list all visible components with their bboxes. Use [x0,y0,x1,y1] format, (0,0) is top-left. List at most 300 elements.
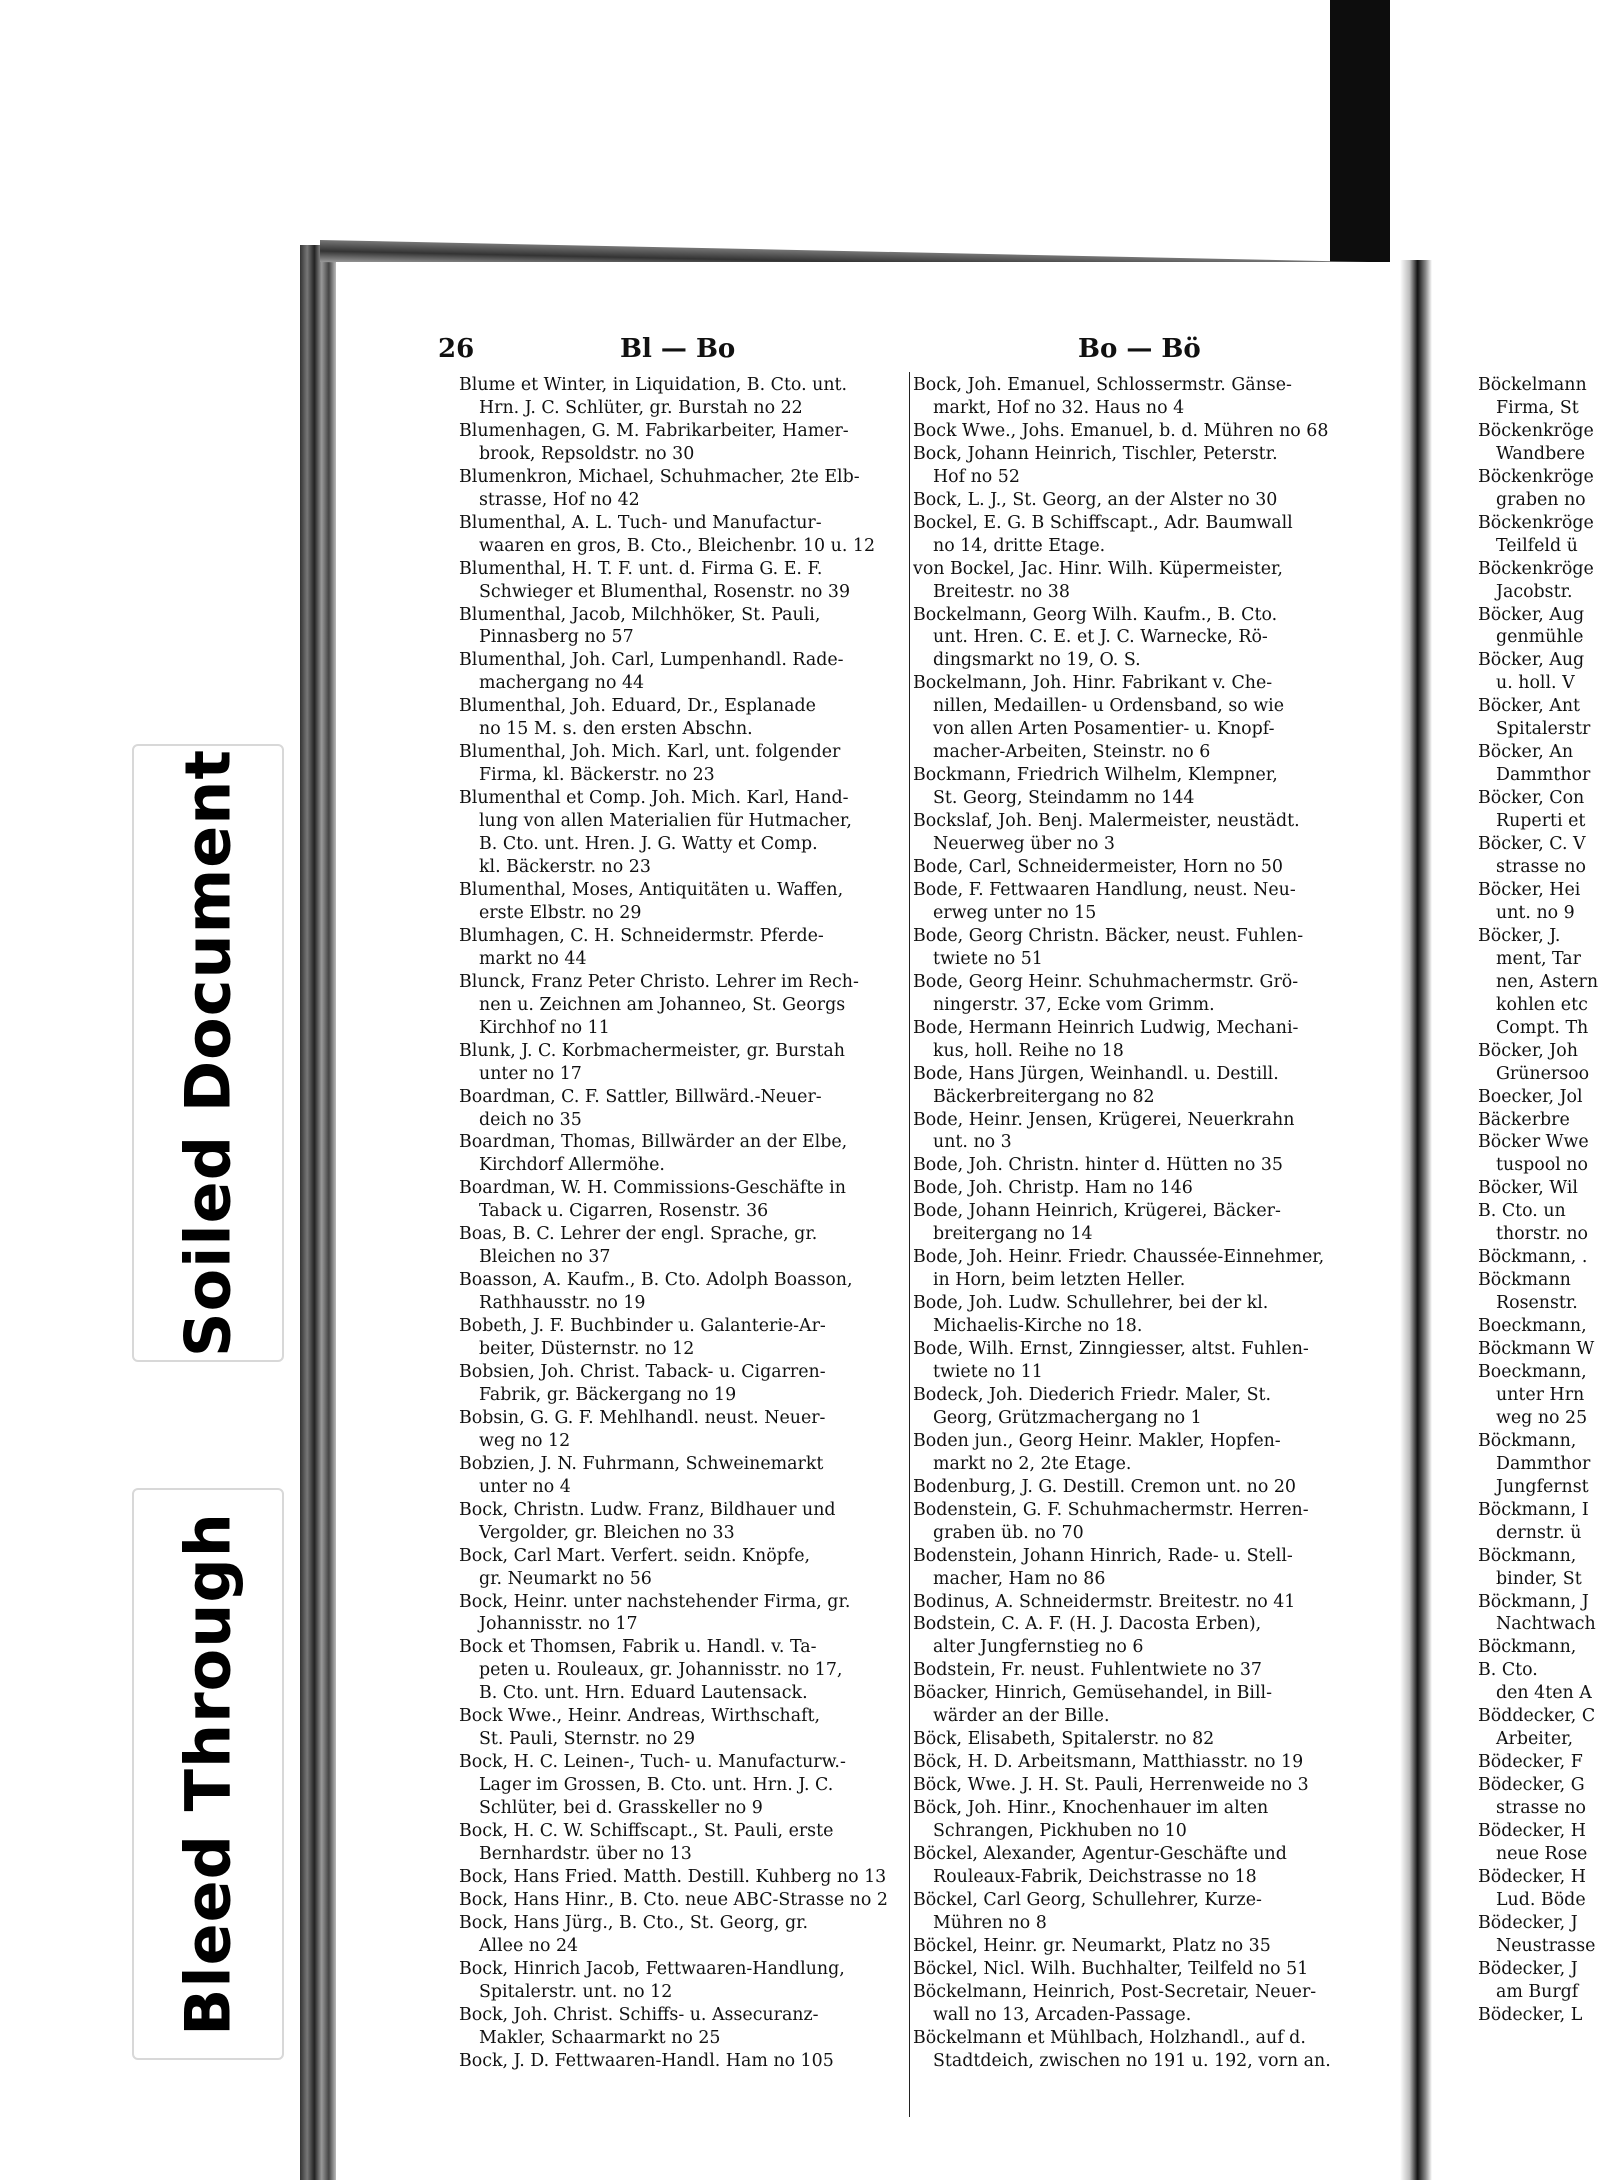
entry-continuation-line: ningerstr. 37, Ecke vom Grimm. [933,994,1215,1015]
entry-continuation-line: Lager im Grossen, B. Cto. unt. Hrn. J. C. [479,1775,834,1796]
entry-name-line: Boardman, C. F. Sattler, Billwärd.-Neuer- [459,1086,822,1107]
entry-continuation-line: Makler, Schaarmarkt no 25 [479,2027,721,2048]
entry-name-line: Bock, Carl Mart. Verfert. seidn. Knöpfe, [459,1545,811,1566]
directory-entry [459,1315,909,1361]
facing-page-line: Böcker, Wil [1478,1178,1578,1199]
facing-page-line: Bödecker, F [1478,1752,1583,1773]
directory-entry [913,374,1360,420]
directory-entry [459,1545,909,1591]
entry-name-line: Bock, Hans Jürg., B. Cto., St. Georg, gr. [459,1912,809,1933]
entry-continuation-line: Stadtdeich, zwischen no 191 u. 192, vorn an. [933,2050,1331,2071]
directory-entry [913,420,1360,443]
directory-entry [459,741,909,787]
entry-continuation-line: peten u. Rouleaux, gr. Johannisstr. no 17, [479,1660,843,1681]
directory-entry [913,1843,1360,1889]
entry-name-line: Bobzien, J. N. Fuhrmann, Schweinemarkt [459,1453,824,1474]
facing-page-line: B. Cto. un [1478,1201,1566,1222]
entry-continuation-line: Rouleaux-Fabrik, Deichstrasse no 18 [933,1866,1257,1887]
facing-page-line: neue Rose [1496,1844,1588,1864]
entry-continuation-line: wall no 13, Arcaden-Passage. [933,2004,1192,2025]
facing-page-line: unter Hrn [1496,1384,1585,1405]
entry-continuation-line: nen u. Zeichnen am Johanneo, St. Georgs [479,994,846,1015]
entry-continuation-line: Michaelis-Kirche no 18. [933,1316,1143,1337]
facing-page-line: Compt. Th [1496,1017,1589,1038]
bleed-through-label: Bleed Through [171,1512,245,2036]
entry-continuation-line: Kirchdorf Allermöhe. [479,1155,665,1176]
directory-entry [913,1476,1360,1499]
directory-entry [913,1981,1360,2027]
entry-name-line: Boardman, W. H. Commissions-Geschäfte in [459,1178,846,1199]
directory-entry [459,1407,909,1453]
facing-page-line: binder, St [1496,1568,1582,1589]
entry-continuation-line: St. Georg, Steindamm no 144 [933,788,1195,809]
facing-page-line: Böckmann, [1478,1430,1577,1451]
facing-page-line: Böckmann, [1478,1637,1577,1658]
entry-name-line: Bode, Joh. Christn. hinter d. Hütten no 35 [913,1155,1283,1176]
facing-page-line: Grünersoo [1496,1063,1590,1084]
entry-continuation-line: wärder an der Bille. [933,1706,1110,1727]
facing-page-line: unt. no 9 [1496,902,1575,923]
entry-name-line: Bock Wwe., Heinr. Andreas, Wirthschaft, [459,1706,821,1727]
entry-continuation-line: Hrn. J. C. Schlüter, gr. Burstah no 22 [479,397,803,418]
entry-continuation-line: Georg, Grützmachergang no 1 [933,1407,1202,1428]
facing-page-line: graben no [1496,489,1586,510]
directory-entry [913,764,1360,810]
entry-continuation-line: markt no 2, 2te Etage. [933,1453,1132,1474]
entry-name-line: Blumenthal, A. L. Tuch- und Manufactur- [459,512,822,533]
entry-name-line: Boden jun., Georg Heinr. Makler, Hopfen- [913,1430,1281,1451]
entry-name-line: Bobeth, J. F. Buchbinder u. Galanterie-Ar- [459,1316,826,1337]
page-header-left: Bl — Bo [620,334,736,364]
facing-page-line: genmühle [1496,627,1584,648]
entry-name-line: Bode, Heinr. Jensen, Krügerei, Neuerkrahn [913,1109,1295,1130]
page-number: 26 [438,334,475,364]
bleed-through-tab [132,1488,284,2060]
entry-continuation-line: lung von allen Materialien für Hutmacher, [479,811,852,832]
directory-entry [913,1935,1360,1958]
entry-continuation-line: Bleichen no 37 [479,1247,611,1268]
directory-entry [913,1545,1360,1591]
entry-continuation-line: unt. no 3 [933,1132,1012,1153]
facing-page-line: B. Cto. [1478,1660,1538,1681]
directory-entry [459,1912,909,1958]
facing-page-line: Bödecker, G [1478,1775,1585,1796]
directory-entry [913,1017,1360,1063]
facing-page-line: Böcker, Con [1478,788,1585,809]
entry-name-line: Bodinus, A. Schneidermstr. Breitestr. no 41 [913,1591,1296,1612]
entry-name-line: Bode, Hans Jürgen, Weinhandl. u. Destill. [913,1063,1279,1084]
directory-entry [459,1636,909,1705]
entry-name-line: Bock, J. D. Fettwaaren-Handl. Ham no 105 [459,2050,834,2071]
entry-name-line: Blume et Winter, in Liquidation, B. Cto. unt. [459,375,848,395]
entry-continuation-line: Vergolder, gr. Bleichen no 33 [479,1522,735,1543]
directory-entry [459,1269,909,1315]
entry-name-line: Bock, Johann Heinrich, Tischler, Peterstr. [913,443,1278,464]
entry-name-line: Blumenhagen, G. M. Fabrikarbeiter, Hamer- [459,420,849,441]
entry-continuation-line: unter no 17 [479,1063,582,1084]
directory-entry [459,1040,909,1086]
directory-entry [459,1223,909,1269]
entry-continuation-line: B. Cto. unt. Hren. J. G. Watty et Comp. [479,834,818,855]
entry-name-line: Bock, Heinr. unter nachstehender Firma, gr. [459,1591,851,1612]
directory-entry [913,1797,1360,1843]
entry-continuation-line: deich no 35 [479,1109,582,1130]
entry-name-line: Bock, Christn. Ludw. Franz, Bildhauer und [459,1499,836,1520]
directory-entry [913,1338,1360,1384]
entry-name-line: Bodstein, Fr. neust. Fuhlentwiete no 37 [913,1660,1262,1681]
entry-name-line: von Bockel, Jac. Hinr. Wilh. Küpermeister, [913,558,1283,579]
book-spine-edge [300,245,336,2180]
entry-name-line: Boardman, Thomas, Billwärder an der Elbe, [459,1132,848,1153]
directory-entry [459,374,909,420]
directory-entry [913,1154,1360,1177]
directory-entry [913,1591,1360,1614]
directory-entry [459,512,909,558]
entry-continuation-line: Schlüter, bei d. Grasskeller no 9 [479,1798,763,1819]
entry-name-line: Bodstein, C. A. F. (H. J. Dacosta Erben), [913,1614,1262,1635]
directory-entry [913,1499,1360,1545]
directory-entry [913,879,1360,925]
entry-name-line: Bockel, E. G. B Schiffscapt., Adr. Baumwall [913,512,1293,533]
directory-entry [459,1820,909,1866]
entry-continuation-line: Pinnasberg no 57 [479,627,634,648]
entry-name-line: Bobsin, G. G. F. Mehlhandl. neust. Neuer- [459,1407,826,1428]
entry-name-line: Bode, Joh. Heinr. Friedr. Chaussée-Einnehmer, [913,1247,1325,1268]
directory-entry [459,1499,909,1545]
directory-entry [913,1177,1360,1200]
entry-continuation-line: kl. Bäckerstr. no 23 [479,857,651,878]
directory-entry [913,1889,1360,1935]
facing-page-line: Jacobstr. [1496,581,1573,602]
entry-name-line: Bodenstein, G. F. Schuhmachermstr. Herren- [913,1499,1309,1520]
facing-page-line: Rosenstr. [1496,1293,1578,1314]
facing-page-line: Bödecker, J [1478,1958,1578,1979]
directory-entry [913,1109,1360,1155]
facing-page-line: Dammthor [1496,765,1591,786]
facing-page-line: den 4ten A [1496,1683,1592,1704]
entry-name-line: Bockelmann, Joh. Hinr. Fabrikant v. Che- [913,673,1273,694]
entry-name-line: Böck, H. D. Arbeitsmann, Matthiasstr. no 19 [913,1752,1304,1773]
entry-continuation-line: macher, Ham no 86 [933,1568,1106,1589]
entry-name-line: Bodenburg, J. G. Destill. Cremon unt. no 20 [913,1476,1296,1497]
directory-entry [913,1246,1360,1292]
facing-page-line: Böckelmann [1478,375,1587,395]
entry-name-line: Bock, Hinrich Jacob, Fettwaaren-Handlung, [459,1958,845,1979]
entry-continuation-line: B. Cto. unt. Hrn. Eduard Lautensack. [479,1683,808,1704]
facing-page-line: Böckmann, I [1478,1499,1589,1520]
facing-page-line: Böckenkröge [1478,420,1594,441]
directory-column-left [459,374,909,2073]
entry-continuation-line: beiter, Düsternstr. no 12 [479,1339,695,1360]
directory-entry [913,1384,1360,1430]
facing-page-line: kohlen etc [1496,994,1588,1015]
entry-name-line: Bockslaf, Joh. Benj. Malermeister, neustädt. [913,811,1300,832]
entry-name-line: Bock, Hans Hinr., B. Cto. neue ABC-Strasse no 2 [459,1889,888,1910]
directory-entry [913,1659,1360,1682]
entry-name-line: Bock, Joh. Emanuel, Schlossermstr. Gänse- [913,375,1292,395]
entry-name-line: Bode, Joh. Christp. Ham no 146 [913,1178,1193,1199]
facing-page-line: Jungfernst [1496,1476,1589,1497]
facing-page-column [1478,374,1598,2027]
directory-entry [459,1591,909,1637]
facing-page-line: Boecker, Jol [1478,1086,1583,1107]
entry-continuation-line: nillen, Medaillen- u Ordensband, so wie [933,696,1285,717]
directory-entry [913,512,1360,558]
facing-page-line: tuspool no [1496,1155,1588,1176]
directory-entry [913,925,1360,971]
entry-name-line: Bodenstein, Johann Hinrich, Rade- u. Stell- [913,1545,1293,1566]
entry-name-line: Böacker, Hinrich, Gemüsehandel, in Bill- [913,1683,1272,1704]
facing-page-line: Bödecker, J [1478,1912,1578,1933]
facing-page-line: Arbeiter, [1496,1729,1574,1750]
facing-page-line: Bödecker, H [1478,1866,1586,1887]
entry-continuation-line: von allen Arten Posamentier- u. Knopf- [933,719,1275,740]
entry-continuation-line: Johannisstr. no 17 [479,1614,638,1635]
facing-page-line: dernstr. ü [1496,1522,1582,1543]
entry-continuation-line: kus, holl. Reihe no 18 [933,1040,1124,1061]
facing-page-line: Böcker, C. V [1478,834,1586,855]
facing-page-line: strasse no [1496,1798,1586,1819]
facing-page-line: Dammthor [1496,1453,1591,1474]
facing-page-line: Böcker, Aug [1478,650,1585,671]
entry-continuation-line: graben üb. no 70 [933,1522,1084,1543]
entry-name-line: Bock, L. J., St. Georg, an der Alster no 30 [913,489,1278,510]
entry-name-line: Böckel, Nicl. Wilh. Buchhalter, Teilfeld no 51 [913,1958,1309,1979]
directory-entry [459,1751,909,1820]
entry-name-line: Bock Wwe., Johs. Emanuel, b. d. Mühren no 68 [913,420,1329,441]
entry-name-line: Bode, Johann Heinrich, Krügerei, Bäcker- [913,1201,1281,1222]
facing-page-line: Bödecker, L [1478,2004,1583,2025]
entry-continuation-line: erste Elbstr. no 29 [479,902,642,923]
book-gutter [1400,260,1432,2180]
entry-continuation-line: Fabrik, gr. Bäckergang no 19 [479,1384,737,1405]
entry-continuation-line: Mühren no 8 [933,1912,1047,1933]
facing-page-line: Boeckmann, [1478,1316,1587,1337]
facing-page-line: Böckmann [1478,1270,1571,1291]
soiled-document-tab [132,744,284,1362]
directory-entry [459,1177,909,1223]
facing-page-line: Neustrasse [1496,1935,1596,1956]
entry-continuation-line: Allee no 24 [479,1935,579,1956]
entry-name-line: Bode, Carl, Schneidermeister, Horn no 50 [913,857,1283,878]
entry-continuation-line: twiete no 11 [933,1361,1043,1382]
directory-entry [913,672,1360,764]
entry-name-line: Blumenthal, Jacob, Milchhöker, St. Pauli, [459,604,821,625]
directory-entry [459,879,909,925]
facing-page-line: Teilfeld ü [1496,535,1578,556]
entry-name-line: Böck, Joh. Hinr., Knochenhauer im alten [913,1798,1269,1819]
entry-continuation-line: strasse, Hof no 42 [479,489,640,510]
entry-continuation-line: unt. Hren. C. E. et J. C. Warnecke, Rö- [933,627,1268,648]
entry-name-line: Blumenthal, Joh. Eduard, Dr., Esplanade [459,696,816,717]
directory-entry [459,1361,909,1407]
facing-page-line: Böcker, Aug [1478,604,1585,625]
facing-page-line: weg no 25 [1496,1407,1588,1428]
entry-name-line: Blumenthal et Comp. Joh. Mich. Karl, Hand- [459,788,849,809]
directory-entry [913,443,1360,489]
directory-entry [913,604,1360,673]
directory-entry [913,558,1360,604]
entry-name-line: Blunck, Franz Peter Christo. Lehrer im Rech- [459,971,859,992]
directory-entry [913,856,1360,879]
entry-name-line: Boasson, A. Kaufm., B. Cto. Adolph Boasson, [459,1270,853,1291]
directory-entry [913,2027,1360,2073]
entry-name-line: Bock, H. C. W. Schiffscapt., St. Pauli, erste [459,1821,834,1842]
entry-continuation-line: waaren en gros, B. Cto., Bleichenbr. 10 u. 12 [479,535,876,556]
entry-name-line: Bode, Georg Heinr. Schuhmachermstr. Grö- [913,971,1299,992]
directory-entry [459,971,909,1040]
entry-continuation-line: brook, Repsoldstr. no 30 [479,443,695,464]
facing-page-line: Böcker, J. [1478,925,1561,946]
directory-entry [913,1200,1360,1246]
directory-entry [459,1958,909,2004]
entry-continuation-line: Rathhausstr. no 19 [479,1293,646,1314]
entry-name-line: Böckelmann, Heinrich, Post-Secretair, Neuer- [913,1981,1317,2002]
directory-entry [913,1613,1360,1659]
entry-name-line: Blumenthal, Joh. Mich. Karl, unt. folgender [459,742,841,763]
entry-continuation-line: twiete no 51 [933,948,1043,969]
facing-page-line: Boeckmann, [1478,1361,1587,1382]
directory-entry [459,695,909,741]
entry-name-line: Böckelmann et Mühlbach, Holzhandl., auf d. [913,2027,1306,2048]
entry-continuation-line: machergang no 44 [479,673,645,694]
directory-entry [459,1705,909,1751]
directory-entry [913,1682,1360,1728]
entry-continuation-line: Hof no 52 [933,466,1020,487]
entry-name-line: Bode, Hermann Heinrich Ludwig, Mechani- [913,1017,1299,1038]
directory-entry [459,2050,909,2073]
facing-page-line: Böcker, An [1478,742,1574,763]
entry-continuation-line: breitergang no 14 [933,1224,1093,1245]
directory-entry [913,489,1360,512]
directory-entry [459,2004,909,2050]
entry-name-line: Bock, Joh. Christ. Schiffs- u. Assecuranz- [459,2004,819,2025]
facing-page-line: Böckenkröge [1478,466,1594,487]
facing-page-line: Lud. Böde [1496,1889,1586,1910]
facing-page-line: Firma, St [1496,397,1579,418]
entry-continuation-line: markt, Hof no 32. Haus no 4 [933,397,1185,418]
entry-continuation-line: no 15 M. s. den ersten Abschn. [479,719,753,740]
directory-entry [459,466,909,512]
facing-page-line: nen, Astern [1496,971,1598,992]
entry-continuation-line: Schrangen, Pickhuben no 10 [933,1821,1187,1842]
directory-entry [459,558,909,604]
entry-name-line: Blunk, J. C. Korbmachermeister, gr. Burstah [459,1040,845,1061]
entry-name-line: Bobsien, Joh. Christ. Taback- u. Cigarren- [459,1361,826,1382]
facing-page-line: Böckenkröge [1478,512,1594,533]
directory-entry [459,1889,909,1912]
facing-page-line: Böcker Wwe [1478,1132,1589,1153]
facing-page-line: ment, Tar [1496,948,1581,969]
entry-continuation-line: unter no 4 [479,1476,571,1497]
entry-name-line: Bode, Wilh. Ernst, Zinngiesser, altst. Fuhlen- [913,1339,1309,1360]
directory-entry [459,1866,909,1889]
entry-name-line: Böckel, Carl Georg, Schullehrer, Kurze- [913,1889,1262,1910]
scanner-shadow-bar [1330,0,1390,270]
facing-page-line: Bödecker, H [1478,1821,1586,1842]
facing-page-line: Böckmann, J [1478,1591,1589,1612]
directory-entry [459,1453,909,1499]
entry-name-line: Böckel, Alexander, Agentur-Geschäfte und [913,1844,1287,1864]
column-divider [909,372,910,2117]
facing-page-line: Nachtwach [1496,1614,1596,1635]
facing-page-line: Böckenkröge [1478,558,1594,579]
entry-name-line: Böck, Elisabeth, Spitalerstr. no 82 [913,1729,1215,1750]
entry-name-line: Bode, Joh. Ludw. Schullehrer, bei der kl. [913,1293,1269,1314]
entry-name-line: Blumenthal, H. T. F. unt. d. Firma G. E. F. [459,558,823,579]
entry-name-line: Blumhagen, C. H. Schneidermstr. Pferde- [459,925,824,946]
facing-page-line: Böddecker, C [1478,1706,1596,1727]
directory-entry [459,787,909,879]
entry-name-line: Boas, B. C. Lehrer der engl. Sprache, gr. [459,1224,818,1245]
entry-name-line: Bockmann, Friedrich Wilhelm, Klempner, [913,765,1278,786]
facing-page-line: am Burgf [1496,1981,1579,2002]
facing-page-line: Ruperti et [1496,811,1586,832]
facing-page-line: Böckmann W [1478,1339,1595,1360]
entry-name-line: Bodeck, Joh. Diederich Friedr. Maler, St. [913,1384,1272,1405]
facing-page [1432,268,1600,2178]
entry-name-line: Böckel, Heinr. gr. Neumarkt, Platz no 35 [913,1935,1271,1956]
entry-continuation-line: Schwieger et Blumenthal, Rosenstr. no 39 [479,581,851,602]
directory-entry [913,1728,1360,1751]
entry-name-line: Bock et Thomsen, Fabrik u. Handl. v. Ta- [459,1637,817,1658]
directory-entry [913,1958,1360,1981]
facing-page-line: thorstr. no [1496,1224,1589,1245]
facing-page-line: Böcker, Hei [1478,879,1581,900]
directory-entry [913,810,1360,856]
page-header-right: Bo — Bö [1078,334,1201,364]
directory-entry [913,1751,1360,1774]
directory-entry [913,971,1360,1017]
entry-continuation-line: Bernhardstr. über no 13 [479,1844,692,1864]
facing-page-line: u. holl. V [1496,673,1575,694]
entry-continuation-line: no 14, dritte Etage. [933,535,1106,556]
entry-continuation-line: Firma, kl. Bäckerstr. no 23 [479,765,715,786]
directory-entry [913,1774,1360,1797]
facing-page-line: Böckmann, . [1478,1247,1588,1268]
entry-continuation-line: Neuerweg über no 3 [933,834,1115,855]
facing-page-line: Spitalerstr [1496,719,1591,740]
entry-continuation-line: Spitalerstr. unt. no 12 [479,1981,673,2002]
directory-entry [459,420,909,466]
entry-continuation-line: Kirchhof no 11 [479,1017,610,1038]
entry-name-line: Bode, F. Fettwaaren Handlung, neust. Neu- [913,879,1296,900]
entry-continuation-line: macher-Arbeiten, Steinstr. no 6 [933,742,1211,763]
entry-continuation-line: St. Pauli, Sternstr. no 29 [479,1729,696,1750]
entry-continuation-line: dingsmarkt no 19, O. S. [933,650,1141,671]
facing-page-line: Böcker, Ant [1478,696,1581,717]
facing-page-line: Böcker, Joh [1478,1040,1578,1061]
directory-entry [913,1063,1360,1109]
directory-entry [459,604,909,650]
entry-continuation-line: alter Jungfernstieg no 6 [933,1637,1144,1658]
entry-name-line: Bock, Hans Fried. Matth. Destill. Kuhberg no 13 [459,1866,887,1887]
entry-continuation-line: gr. Neumarkt no 56 [479,1568,652,1589]
entry-continuation-line: Breitestr. no 38 [933,581,1070,602]
entry-name-line: Böck, Wwe. J. H. St. Pauli, Herrenweide no 3 [913,1775,1309,1796]
facing-page-line: Bäckerbre [1478,1109,1570,1130]
entry-continuation-line: Bäckerbreitergang no 82 [933,1086,1155,1107]
entry-name-line: Bock, H. C. Leinen-, Tuch- u. Manufacturw.- [459,1752,846,1773]
facing-page-line: Böckmann, [1478,1545,1577,1566]
directory-entry [459,1086,909,1132]
entry-continuation-line: markt no 44 [479,948,587,969]
facing-page-line: strasse no [1496,857,1586,878]
entry-continuation-line: in Horn, beim letzten Heller. [933,1270,1186,1291]
entry-name-line: Blumenkron, Michael, Schuhmacher, 2te Elb- [459,466,860,487]
directory-column-right [913,374,1360,2073]
directory-entry [459,649,909,695]
